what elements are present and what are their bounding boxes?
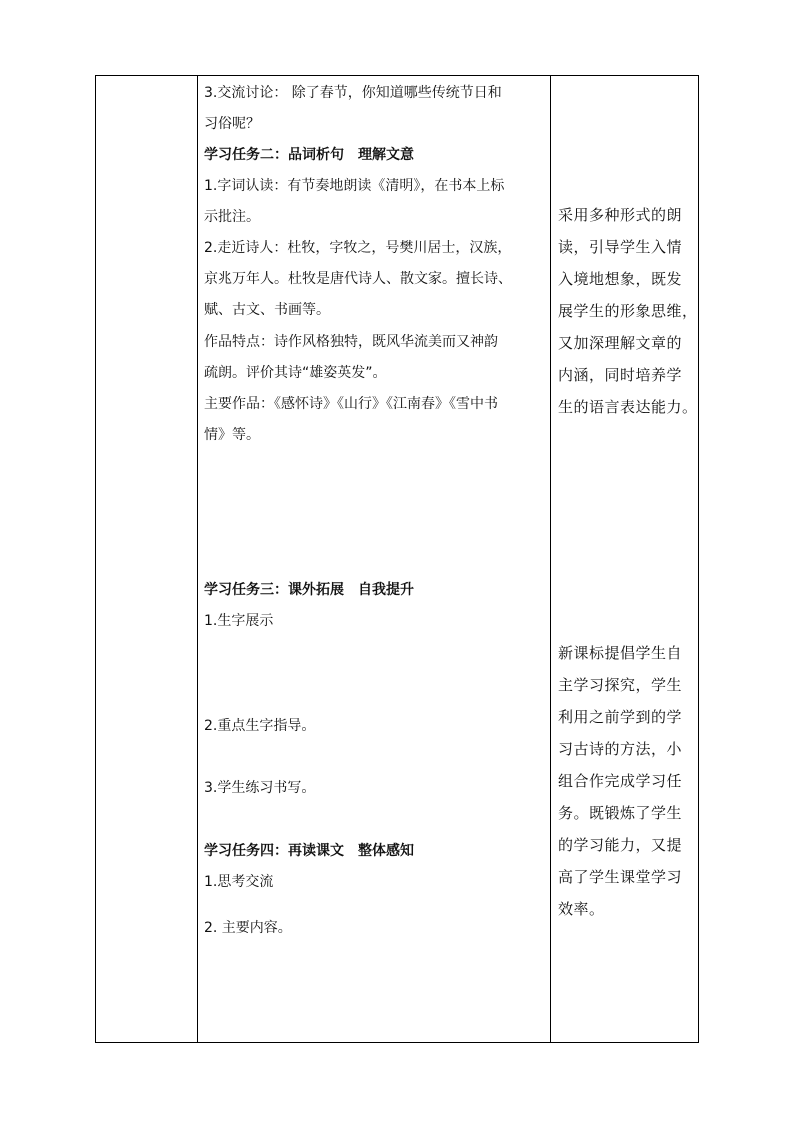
task2-item1-line2: 示批注。: [204, 209, 260, 225]
task2-feature-line2: 疏朗。评价其诗“雄姿英发”。: [204, 365, 387, 381]
note2-line2: 主学习探究，学生: [558, 676, 683, 694]
column-divider-right: [550, 76, 551, 1042]
note1-line4: 展学生的形象思维，: [558, 302, 698, 320]
note2-line1: 新课标提倡学生自: [558, 644, 683, 662]
note2-line9: 效率。: [558, 900, 605, 918]
note1-line5: 又加深理解文章的: [558, 334, 683, 352]
task2-heading: 学习任务二：品词析句 理解文意: [204, 147, 414, 163]
task3-heading: 学习任务三：课外拓展 自我提升: [204, 582, 414, 598]
task2-item1-line1: 1.字词认读：有节奏地朗读《清明》，在书本上标: [204, 178, 505, 194]
task3-item2: 2.重点生字指导。: [204, 718, 316, 734]
task4-item1: 1.思考交流: [204, 874, 274, 890]
task3-item3: 3.学生练习书写。: [204, 780, 316, 796]
note2-line5: 组合作完成学习任: [558, 772, 683, 790]
column-divider-left: [197, 76, 198, 1042]
note1-line6: 内涵，同时培养学: [558, 366, 683, 384]
note2-line6: 务。既锻炼了学生: [558, 804, 683, 822]
task2-works-line1: 主要作品：《感怀诗》《山行》《江南春》《雪中书: [204, 396, 498, 412]
discussion-question-line1: 3.交流讨论： 除了春节，你知道哪些传统节日和: [204, 85, 502, 101]
note1-line2: 读，引导学生入情: [558, 238, 683, 256]
task4-heading: 学习任务四：再读课文 整体感知: [204, 843, 414, 859]
task2-item2-line2: 京兆万年人。杜牧是唐代诗人、散文家。擅长诗、: [204, 271, 512, 287]
task2-item2-line1: 2.走近诗人：杜牧，字牧之，号樊川居士，汉族，: [204, 240, 512, 256]
note2-line3: 利用之前学到的学: [558, 708, 683, 726]
note1-line7: 生的语言表达能力。: [558, 398, 698, 416]
task2-item2-line3: 赋、古文、书画等。: [204, 302, 330, 318]
note2-line8: 高了学生课堂学习: [558, 868, 683, 886]
note2-line4: 习古诗的方法，小: [558, 740, 683, 758]
note1-line3: 入境地想象，既发: [558, 270, 683, 288]
discussion-question-line2: 习俗呢？: [204, 116, 260, 132]
task4-item2: 2. 主要内容。: [204, 920, 292, 936]
task3-item1: 1.生字展示: [204, 613, 274, 629]
note2-line7: 的学习能力，又提: [558, 836, 683, 854]
task2-feature-line1: 作品特点：诗作风格独特，既风华流美而又神韵: [204, 334, 498, 350]
note1-line1: 采用多种形式的朗: [558, 206, 683, 224]
task2-works-line2: 情》等。: [204, 427, 260, 443]
